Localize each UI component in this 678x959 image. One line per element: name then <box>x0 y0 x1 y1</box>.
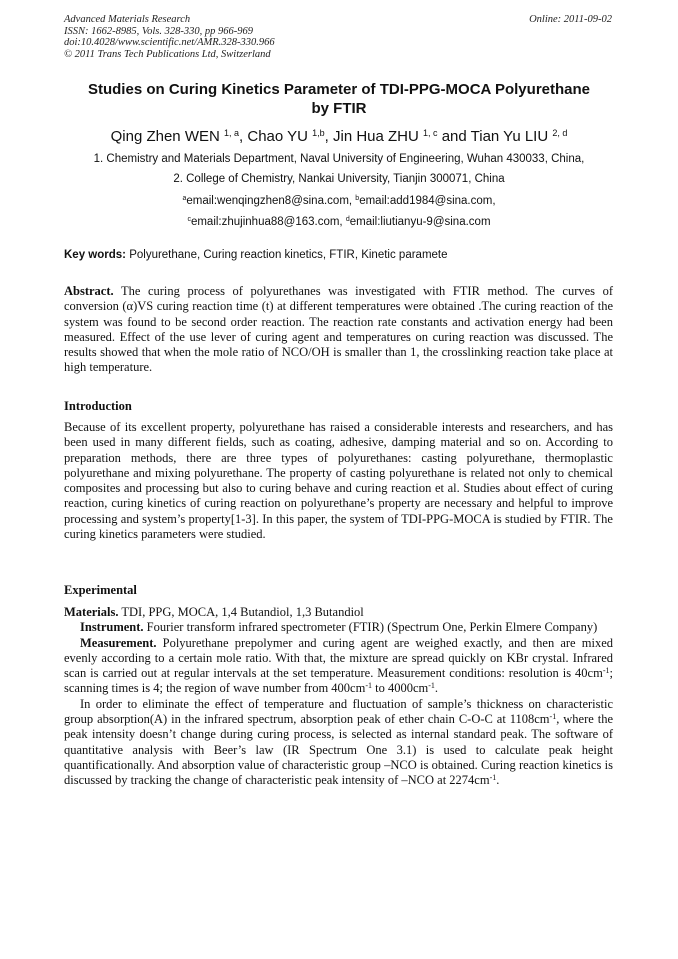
keywords-label: Key words: <box>64 249 126 261</box>
journal-name: Advanced Materials Research <box>64 14 191 25</box>
author-name: Tian Yu LIU <box>470 128 549 145</box>
measurement-label: Measurement. <box>80 635 157 650</box>
materials-label: Materials. <box>64 605 119 619</box>
email-mark: c <box>187 216 191 223</box>
introduction-body <box>64 420 613 542</box>
copyright-line: © 2011 Trans Tech Publications Ltd, Switzerland <box>64 48 271 60</box>
author-separator: and <box>437 128 471 145</box>
author-affiliation-mark: 1, c <box>423 128 438 138</box>
measurement-text: Polyurethane prepolymer and curing agent are weighed exactly, and then are mixed evenly according to a certain mole ratio. With that, the mixture are spread quickly on KBr crystal. Infrared scan is carried out at regular intervals at the set temperature. Measurement conditions: resolution is 40cm <box>64 635 613 681</box>
paper-title <box>60 80 618 118</box>
title-line-2: by FTIR <box>311 100 367 117</box>
instrument-paragraph <box>64 620 613 635</box>
author-name: Jin Hua ZHU <box>332 128 419 145</box>
unit-superscript: -1 <box>365 681 372 691</box>
instrument-label: Instrument. <box>80 620 144 635</box>
instrument-text: Fourier transform infrared spectrometer (FTIR) (Spectrum One, Perkin Elmere Company) <box>143 620 598 635</box>
email-address: email:zhujinhua88@163.com, <box>190 216 346 228</box>
online-date: Online: 2011-09-02 <box>529 14 612 25</box>
paragraph-text: In order to eliminate the effect of temperature and fluctuation of sample’s thickness on characteristic group absorption(A) in the infrared spectrum, absorption peak of ether chain C-O-C at 1108cm <box>64 696 613 727</box>
author-affiliation-mark: 2, d <box>552 128 568 138</box>
journal-header <box>64 14 275 60</box>
measurement-paragraph <box>64 636 613 697</box>
author-list <box>40 124 638 146</box>
paragraph-text: . <box>496 773 500 788</box>
author-name: Qing Zhen WEN <box>110 128 220 145</box>
affiliation-2: 2. College of Chemistry, Nankai University, Tianjin 300071, China <box>173 173 505 185</box>
doi-line: doi:10.4028/www.scientific.net/AMR.328-330.966 <box>64 37 275 48</box>
abstract <box>64 284 613 376</box>
introduction-heading: Introduction <box>64 399 132 413</box>
email-address: email:wenqingzhen8@sina.com, <box>186 195 356 207</box>
keywords <box>64 248 624 262</box>
materials-paragraph <box>64 605 613 620</box>
unit-superscript: -1 <box>602 666 610 676</box>
unit-superscript: -1 <box>549 712 557 722</box>
author-name: Chao YU <box>247 128 308 145</box>
measurement-text: ; scanning times is 4; the region of wave number from 400cm <box>64 666 613 696</box>
email-mark: b <box>355 195 360 202</box>
email-address: email:add1984@sina.com, <box>359 195 496 207</box>
email-line-1 <box>30 192 648 208</box>
materials-text: TDI, PPG, MOCA, 1,4 Butandiol, 1,3 Butandiol <box>118 605 364 619</box>
abstract-label: Abstract. <box>64 284 114 298</box>
experimental-heading: Experimental <box>64 583 137 597</box>
author-separator: , <box>239 128 248 145</box>
email-line-2 <box>30 213 648 229</box>
author-affiliation-mark: 1, a <box>224 128 240 138</box>
experimental-body <box>64 605 613 789</box>
affiliation-1: 1. Chemistry and Materials Department, Naval University of Engineering, Wuhan 430033, China, <box>93 153 585 165</box>
email-mark: a <box>182 195 187 202</box>
unit-superscript: -1 <box>428 681 435 691</box>
author-separator: , <box>324 128 333 145</box>
email-address: email:liutianyu-9@sina.com <box>349 216 491 228</box>
title-line-1: Studies on Curing Kinetics Parameter of TDI-PPG-MOCA Polyurethane <box>87 81 591 98</box>
measurement-text: . <box>434 681 439 696</box>
abstract-text: The curing process of polyurethanes was investigated with FTIR method. The curves of conversion (α)VS curing reaction time (t) at different temperatures were obtained .The curing reaction of the system was found to be second order reaction. The reaction rate constants and activation energy had been measured. Effect of the use lever of curing agent and temperatures on curing reaction was discussed. The results showed that when the mole ratio of NCO/OH is smaller than 1, the crosslinking reaction take place at high temperature. <box>64 284 613 375</box>
email-mark: d <box>345 216 350 223</box>
issn-line: ISSN: 1662-8985, Vols. 328-330, pp 966-969 <box>64 25 253 37</box>
introduction-text: Because of its excellent property, polyurethane has raised a considerable interests and researchers, and has been used in many different fields, such as coating, adhesive, damping material and so on. According to preparation methods, there are three types of polyurethanes: casting polyurethane, thermoplastic polyurethane and mixing polyurethane. The property of casting polyurethane is related not only to chemical composites and processing but also to curing behave and curing reaction et al. Studies about effect of curing reaction, curing kinetics of curing reaction on polyurethane’s property are necessary and helpful to improve processing and system’s property[1-3]. In this paper, the system of TDI-PPG-MOCA is studied by FTIR. The curing kinetics parameters were studied. <box>64 420 613 542</box>
unit-superscript: -1 <box>489 773 497 783</box>
internal-standard-paragraph <box>64 697 613 789</box>
author-affiliation-mark: 1,b <box>312 128 325 138</box>
keywords-text: Polyurethane, Curing reaction kinetics, FTIR, Kinetic paramete <box>126 249 448 261</box>
paragraph-text: , where the peak intensity doesn’t change during curing process, is selected as internal standard peak. The software of quantitative analysis with Beer’s law (IR Spectrum One 3.1) is used to calculate peak height quantificationally. And absorption value of characteristic group –NCO is obtained. Curing reaction kinetics is discussed by tracking the change of characteristic peak intensity of –NCO at 2274cm <box>64 712 614 788</box>
measurement-text: to 4000cm <box>372 681 429 696</box>
